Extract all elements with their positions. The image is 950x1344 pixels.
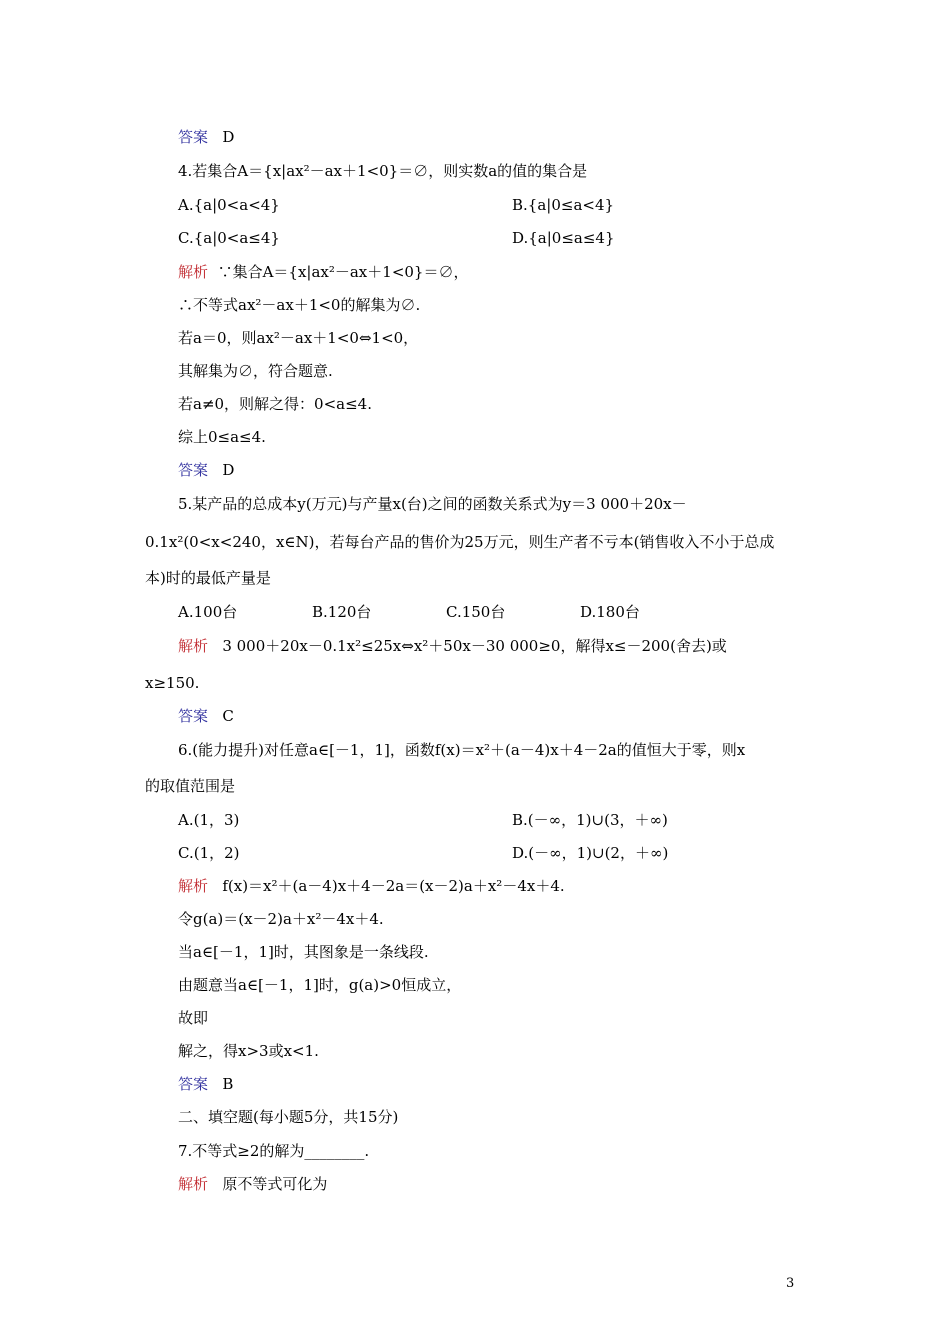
answer-tag: 答案 (178, 707, 209, 725)
q5-option-c: C.150台 (446, 603, 506, 621)
q5-answer-row (178, 706, 234, 726)
q4-option-d: D.{a|0≤a≤4} (512, 229, 615, 247)
q4-solution-line-6: 综上0≤a≤4. (178, 428, 266, 446)
answer-tag: 答案 (178, 461, 209, 479)
q5-solution-line-1: 3 000＋20x－0.1x²≤25x⇔x²＋50x－30 000≥0，解得x≤－200(舍去)或 (222, 637, 727, 655)
q6-answer-row (178, 1074, 233, 1094)
q4-option-c: C.{a|0<a≤4} (178, 229, 280, 247)
q3-answer: D (222, 128, 235, 146)
q4-answer: D (222, 461, 235, 479)
q5-option-a: A.100台 (178, 603, 238, 621)
q6-option-b: B.(－∞，1)∪(3，＋∞) (512, 811, 668, 829)
q4-option-a: A.{a|0<a<4} (178, 196, 280, 214)
q5-solution-line-2: x≥150. (145, 674, 200, 692)
q5-stem-line-2: 0.1x²(0<x<240，x∈N)，若每台产品的售价为25万元，则生产者不亏本(销售收入不小于总成 (145, 533, 775, 551)
q6-solution-line-4: 由题意当a∈[－1，1]时，g(a)>0恒成立， (178, 976, 462, 994)
q6-stem-line-1: 6.(能力提升)对任意a∈[－1，1]，函数f(x)＝x²＋(a－4)x＋4－2a的值恒大于零，则x (178, 741, 746, 759)
q6-stem-line-2: 的取值范围是 (145, 777, 236, 795)
q4-solution-line-4: 其解集为∅，符合题意. (178, 362, 333, 380)
page-number: 3 (786, 1276, 795, 1291)
q7-solution-row (178, 1174, 327, 1194)
solution-tag: 解析 (178, 877, 209, 895)
q4-stem: 4.若集合A＝{x|ax²－ax＋1<0}＝∅，则实数a的值的集合是 (178, 162, 588, 180)
q6-solution-line-6: 解之，得x>3或x<1. (178, 1042, 319, 1060)
q4-solution-line-3: 若a＝0，则ax²－ax＋1<0⇔1<0， (178, 329, 419, 347)
q6-answer: B (222, 1075, 234, 1093)
q6-option-a: A.(1，3) (178, 811, 240, 829)
q4-solution-line-1: ∵集合A＝{x|ax²－ax＋1<0}＝∅， (217, 263, 469, 281)
q3-answer-row (178, 127, 234, 147)
answer-tag: 答案 (178, 1075, 209, 1093)
q4-solution-line-5: 若a≠0，则解之得：0<a≤4. (178, 395, 372, 413)
q6-option-c: C.(1，2) (178, 844, 240, 862)
q4-answer-row (178, 460, 234, 480)
section-title: 二、填空题(每小题5分，共15分) (178, 1108, 399, 1126)
q6-solution-row (178, 876, 565, 896)
q4-option-b: B.{a|0≤a<4} (512, 196, 615, 214)
q5-stem-line-1: 5.某产品的总成本y(万元)与产量x(台)之间的函数关系式为y＝3 000＋20x－ (178, 495, 687, 513)
q7-stem: 7.不等式≥2的解为________. (178, 1142, 370, 1160)
q4-solution-line-2: ∴不等式ax²－ax＋1<0的解集为∅. (178, 296, 421, 314)
q5-option-b: B.120台 (312, 603, 372, 621)
solution-tag: 解析 (178, 1175, 209, 1193)
answer-tag: 答案 (178, 128, 209, 146)
solution-tag: 解析 (178, 637, 209, 655)
q6-solution-line-1: f(x)＝x²＋(a－4)x＋4－2a＝(x－2)a＋x²－4x＋4. (222, 877, 565, 895)
solution-tag: 解析 (178, 263, 209, 281)
q6-solution-line-5: 故即 (178, 1009, 209, 1027)
q6-solution-line-2: 令g(a)＝(x－2)a＋x²－4x＋4. (178, 910, 384, 928)
q5-stem-line-3: 本)时的最低产量是 (145, 569, 271, 587)
q6-option-d: D.(－∞，1)∪(2，＋∞) (512, 844, 669, 862)
q5-answer: C (222, 707, 234, 725)
q5-option-d: D.180台 (580, 603, 640, 621)
q4-solution-row (178, 262, 468, 282)
q5-solution-row (178, 636, 727, 656)
q6-solution-line-3: 当a∈[－1，1]时，其图象是一条线段. (178, 943, 429, 961)
q7-solution: 原不等式可化为 (222, 1175, 328, 1193)
